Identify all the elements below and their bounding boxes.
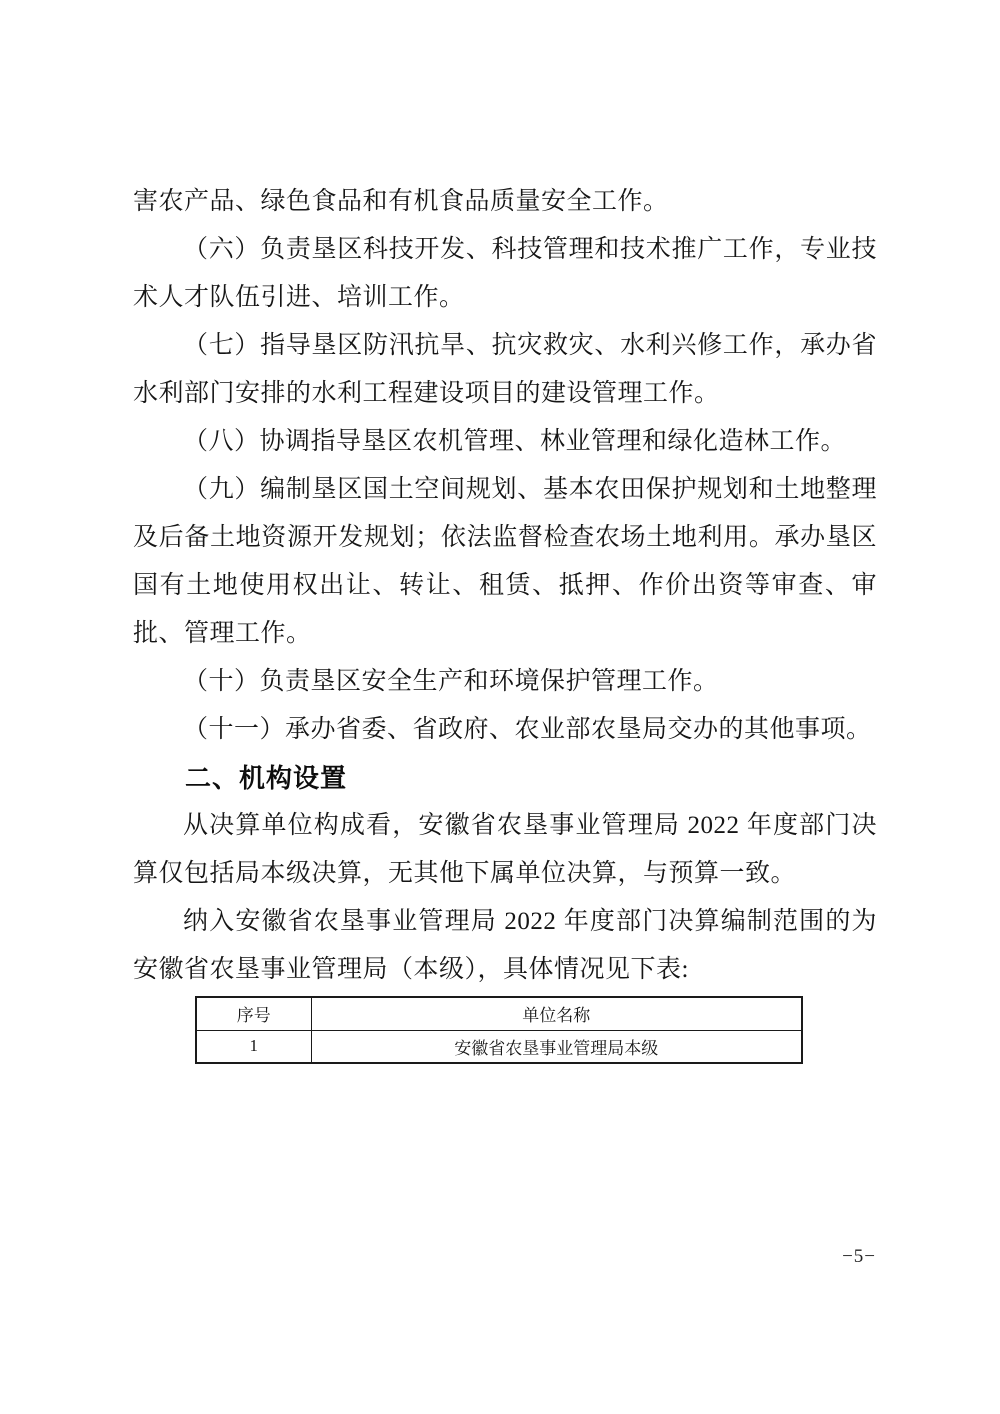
- section-heading-organization: 二、机构设置: [185, 763, 348, 793]
- unit-table-header-row: [196, 997, 802, 1030]
- page-number: −5−: [842, 1246, 876, 1267]
- unit-table-header-name: 单位名称: [311, 997, 802, 1030]
- unit-table-header-seq: 序号: [196, 997, 311, 1030]
- unit-table-cell-seq: 1: [196, 1030, 311, 1063]
- paragraph-item-11: （十一）承办省委、省政府、农业部农垦局交办的其他事项。: [183, 716, 872, 743]
- paragraph-item-8: （八）协调指导垦区农机管理、林业管理和绿化造林工作。: [183, 428, 847, 455]
- paragraph-item-7: （七）指导垦区防汛抗旱、抗灾救灾、水利兴修工作，承办省水利部门安排的水利工程建设项目的建设管理工作。: [133, 332, 877, 407]
- table-row: [196, 1030, 802, 1063]
- unit-table-cell-name: 安徽省农垦事业管理局本级: [311, 1030, 802, 1063]
- paragraph-item-10: （十）负责垦区安全生产和环境保护管理工作。: [183, 668, 719, 695]
- paragraph-budget-units: 从决算单位构成看，安徽省农垦事业管理局 2022 年度部门决算仅包括局本级决算，无其他下属单位决算，与预算一致。: [133, 812, 877, 887]
- paragraph-continuation: 害农产品、绿色食品和有机食品质量安全工作。: [133, 188, 669, 215]
- document-body: [133, 178, 877, 1064]
- unit-table: [195, 996, 803, 1064]
- paragraph-item-9: （九）编制垦区国土空间规划、基本农田保护规划和土地整理及后备土地资源开发规划；依法监督检查农场土地利用。承办垦区国有土地使用权出让、转让、租赁、抵押、作价出资等审查、审批、管理工作。: [133, 476, 877, 647]
- paragraph-scope: 纳入安徽省农垦事业管理局 2022 年度部门决算编制范围的为安徽省农垦事业管理局（本级），具体情况见下表:: [133, 908, 877, 983]
- paragraph-item-6: （六）负责垦区科技开发、科技管理和技术推广工作，专业技术人才队伍引进、培训工作。: [133, 236, 877, 311]
